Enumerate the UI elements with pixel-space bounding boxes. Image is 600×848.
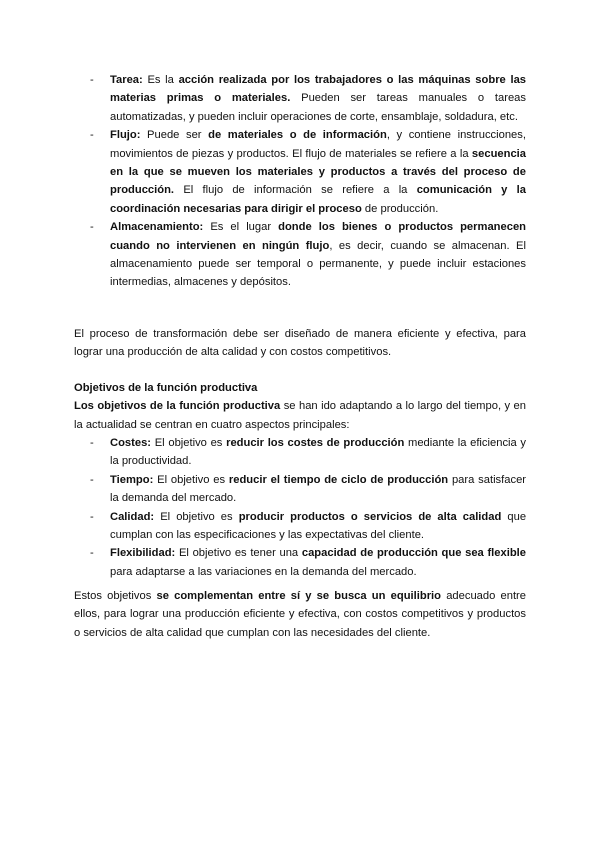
section-heading: Objetivos de la función productiva xyxy=(74,382,258,394)
list-item-almacenamiento: - Almacenamiento: Es el lugar donde los bienes o productos permanecen cuando no intervienen en ningún flujo, es decir, cuando se almacenan. El almacenamiento puede ser temporal o permanente, y puede incluir estaciones intermedias, almacenes y depósitos. xyxy=(80,218,526,292)
bullet-dash: - xyxy=(90,547,94,560)
transformation-paragraph: El proceso de transformación debe ser diseñado de manera eficiente y efectiva, para lograr una producción de alta calidad y con costos competitivos. xyxy=(74,328,526,359)
bullet-dash: - xyxy=(90,510,94,523)
bullet-dash: - xyxy=(90,221,94,234)
section-intro: Los objetivos de la función productiva se han ido adaptando a lo largo del tiempo, y en la actualidad se centran en cuatro aspectos principales: xyxy=(74,400,526,431)
list-item-costes: - Costes: El objetivo es reducir los costes de producción mediante la eficiencia y la productividad. xyxy=(80,434,526,471)
list-item-flujo: - Flujo: Puede ser de materiales o de información, y contiene instrucciones, movimientos de piezas y productos. El flujo de materiales se refiere a la secuencia en la que se mueven los materiales y productos a través del proceso de producción. El flujo de información se refiere a la comunicación y la coordinación necesarias para dirigir el proceso de producción. xyxy=(80,126,526,218)
list-item-flexibilidad: - Flexibilidad: El objetivo es tener una capacidad de producción que sea flexible para adaptarse a las variaciones en la demanda del mercado. xyxy=(80,544,526,581)
bullet-dash: - xyxy=(90,473,94,486)
list-item-tarea: - Tarea: Es la acción realizada por los trabajadores o las máquinas sobre las materias primas o materiales. Pueden ser tareas manuales o tareas automatizadas, y pueden incluir operaciones de corte, ensamblaje, soldadura, etc. xyxy=(80,71,526,126)
objectives-section xyxy=(74,379,526,434)
bullet-dash: - xyxy=(90,129,94,142)
bullet-dash: - xyxy=(90,437,94,449)
list-item-tiempo: - Tiempo: El objetivo es reducir el tiempo de ciclo de producción para satisfacer la demanda del mercado. xyxy=(80,471,526,508)
objectives-list xyxy=(80,434,526,581)
process-elements-list xyxy=(80,71,526,292)
list-item-calidad: - Calidad: El objetivo es producir productos o servicios de alta calidad que cumplan con las especificaciones y las expectativas del cliente. xyxy=(80,508,526,545)
closing-paragraph: Estos objetivos se complementan entre sí y se busca un equilibrio adecuado entre ellos, para lograr una producción eficiente y efectiva, con costos competitivos y productos o servicios de alta calidad que cumplan con las necesidades del cliente. xyxy=(74,590,527,639)
bullet-dash: - xyxy=(90,74,94,86)
